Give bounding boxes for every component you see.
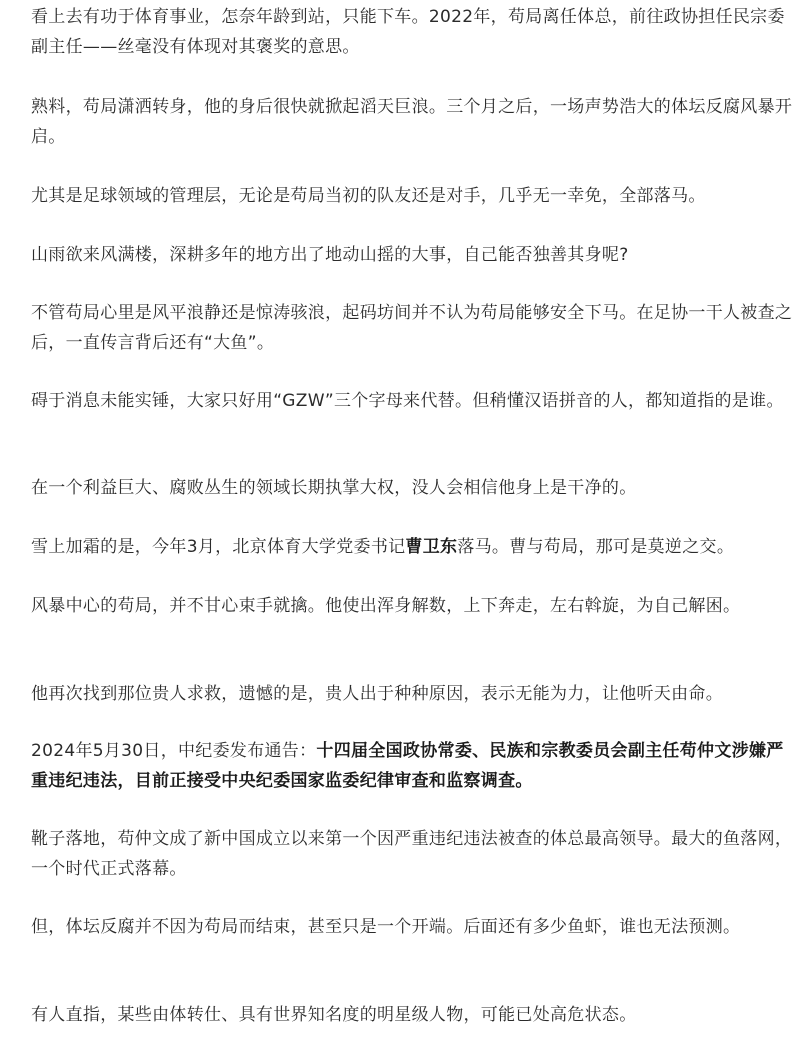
paragraph-4: 山雨欲来风满楼，深耕多年的地方出了地动山摇的大事，自己能否独善其身呢? xyxy=(31,245,629,265)
announcement-date: 2024年5月30日，中纪委发布通告： xyxy=(31,741,317,761)
paragraph-8 xyxy=(31,532,734,562)
paragraph-1: 看上去有功于体育事业，怎奈年龄到站，只能下车。2022年，苟局离任体总，前往政协担任民宗委副主任——丝毫没有体现对其褒奖的意思。 xyxy=(31,7,785,57)
paragraph-12: 靴子落地，苟仲文成了新中国成立以来第一个因严重违纪违法被查的体总最高领导。最大的鱼落网，一个时代正式落幕。 xyxy=(31,829,793,879)
paragraph-7: 在一个利益巨大、腐败丛生的领域长期执掌大权，没人会相信他身上是干净的。 xyxy=(31,478,637,498)
paragraph-5: 不管苟局心里是风平浪静还是惊涛骇浪，起码坊间并不认为苟局能够安全下马。在足协一干人被查之后，一直传言背后还有“大鱼”。 xyxy=(31,303,793,353)
paragraph-9: 风暴中心的苟局，并不甘心束手就擒。他使出浑身解数，上下奔走，左右斡旋，为自己解困。 xyxy=(31,596,741,616)
paragraph-13: 但，体坛反腐并不因为苟局而结束，甚至只是一个开端。后面还有多少鱼虾，谁也无法预测。 xyxy=(31,917,741,937)
paragraph-14: 有人直指，某些由体转仕、具有世界知名度的明星级人物，可能已处高危状态。 xyxy=(31,1005,637,1025)
paragraph-3: 尤其是足球领域的管理层，无论是苟局当初的队友还是对手，几乎无一幸免，全部落马。 xyxy=(31,186,706,206)
paragraph-8-text-end: 落马。曹与苟局，那可是莫逆之交。 xyxy=(457,537,735,557)
announcement-bold-text: 十四届全国政协常委、民族和宗教委员会副主任苟仲文涉嫌严重违纪违法，目前正接受中央纪委国家监委纪律审查和监察调查。 xyxy=(31,741,784,791)
highlighted-name: 曹卫东 xyxy=(405,537,458,557)
paragraph-11 xyxy=(31,736,797,796)
paragraph-10: 他再次找到那位贵人求救，遗憾的是，贵人出于种种原因，表示无能为力，让他听天由命。 xyxy=(31,684,723,704)
paragraph-6: 碍于消息未能实锤，大家只好用“GZW”三个字母来代替。但稍懂汉语拼音的人，都知道指的是谁。 xyxy=(31,391,784,411)
paragraph-8-text: 雪上加霜的是，今年3月，北京体育大学党委书记 xyxy=(31,537,406,557)
paragraph-2: 熟料，苟局潇洒转身，他的身后很快就掀起滔天巨浪。三个月之后，一场声势浩大的体坛反腐风暴开启。 xyxy=(31,97,793,147)
